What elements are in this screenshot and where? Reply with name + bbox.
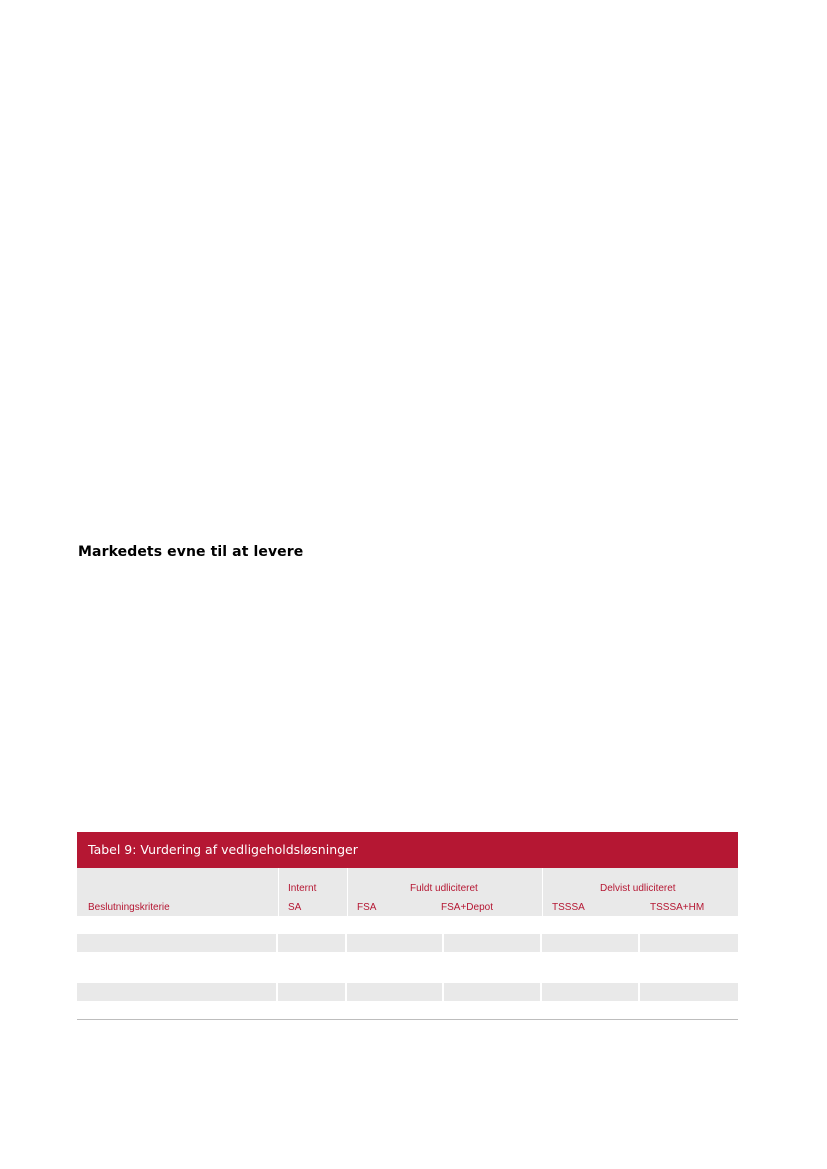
table-row xyxy=(77,983,738,1001)
table-title: Tabel 9: Vurdering af vedligeholdsløsninger xyxy=(77,832,738,868)
table-row xyxy=(77,1001,738,1019)
col-tsssa: TSSSA xyxy=(552,902,585,913)
table-header xyxy=(77,868,738,916)
col-criterion: Beslutningskriterie xyxy=(88,902,170,913)
table-row xyxy=(77,916,738,934)
group-fuldt-udliciteret: Fuldt udliciteret xyxy=(410,883,478,894)
table-row xyxy=(77,952,738,983)
col-fsa: FSA xyxy=(357,902,377,913)
table-bottom-rule xyxy=(77,1019,738,1020)
table-row xyxy=(77,934,738,952)
col-sa: SA xyxy=(288,902,302,913)
col-fsa-depot: FSA+Depot xyxy=(441,902,493,913)
group-internt: Internt xyxy=(288,883,317,894)
col-tsssa-hm: TSSSA+HM xyxy=(650,902,705,913)
assessment-table xyxy=(77,832,738,1020)
section-heading: Markedets evne til at levere xyxy=(78,544,304,560)
table-body xyxy=(77,916,738,1019)
group-delvist-udliciteret: Delvist udliciteret xyxy=(600,883,676,894)
